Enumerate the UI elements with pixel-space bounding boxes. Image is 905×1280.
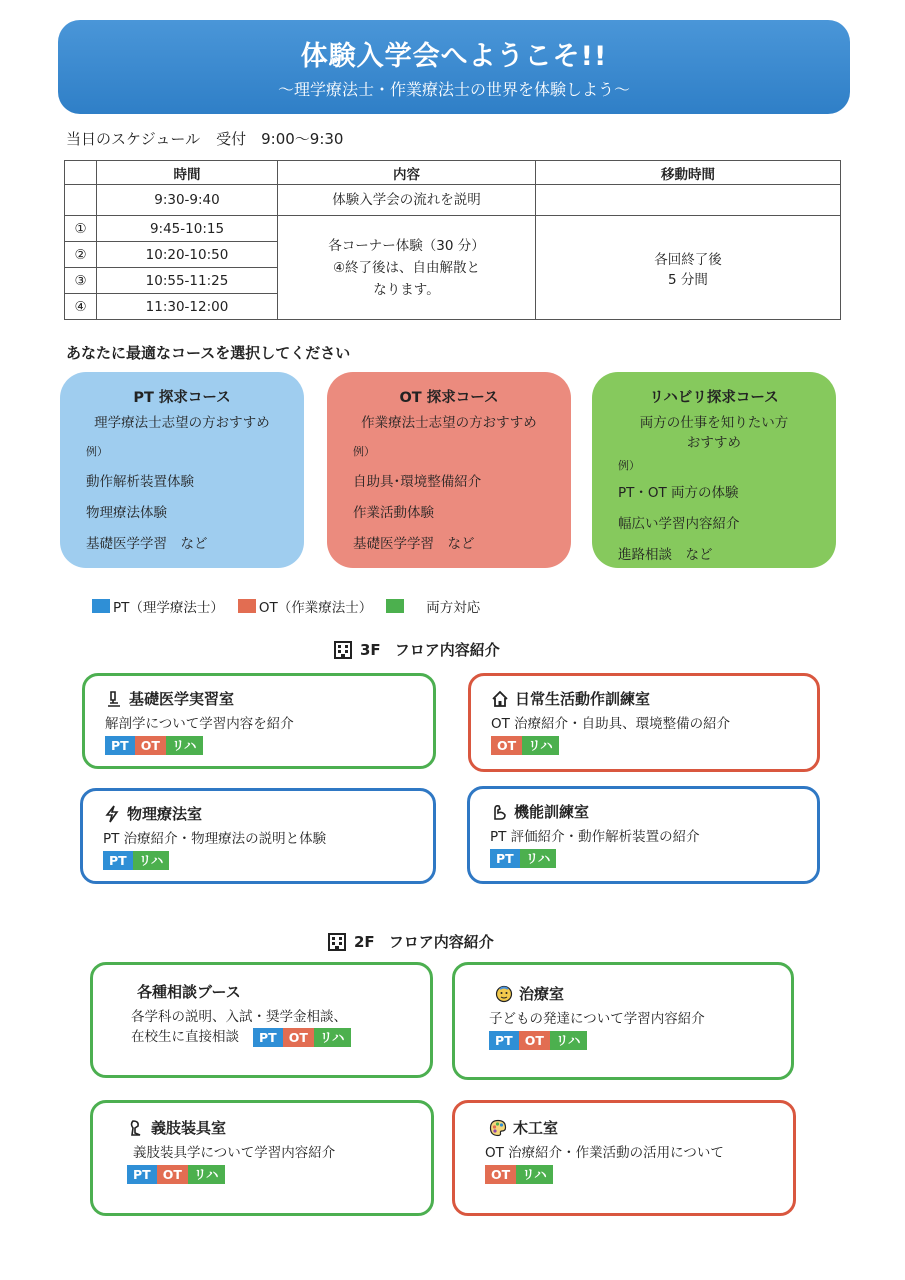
legend-label-ot: OT（作業療法士） xyxy=(258,600,373,616)
tag-rehab: リハ xyxy=(133,851,170,870)
tag-ot: OT xyxy=(491,736,522,755)
floor-name: 2F xyxy=(354,932,375,951)
header-content: 内容 xyxy=(278,161,536,185)
tag-rehab: リハ xyxy=(516,1165,553,1184)
corner-line: なります。 xyxy=(373,281,440,298)
tag-pt: PT xyxy=(253,1028,283,1047)
room-desc: 義肢装具学について学習内容紹介 xyxy=(133,1145,336,1161)
room-tags xyxy=(105,736,203,755)
tag-ot: OT xyxy=(519,1031,550,1050)
room-tags xyxy=(127,1165,225,1184)
room-title xyxy=(127,1117,411,1138)
room-card-consult xyxy=(90,962,433,1078)
list-item: PT・OT 両方の体験 xyxy=(618,485,739,501)
room-tags xyxy=(490,849,556,868)
header-time: 時間 xyxy=(97,161,278,185)
course-title: PT 探求コース xyxy=(133,390,231,406)
header-move: 移動時間 xyxy=(536,161,841,185)
room-title-text: 義肢装具室 xyxy=(151,1119,227,1137)
course-items xyxy=(86,470,288,552)
room-card-physio xyxy=(80,788,436,884)
room-desc: 解剖学について学習内容を紹介 xyxy=(105,716,294,732)
courses-heading: あなたに最適なコースを選択してください xyxy=(66,344,351,362)
room-tags xyxy=(485,1165,553,1184)
room-desc-line: 各学科の説明、入試・奨学金相談、 xyxy=(131,1009,347,1025)
row-content: 体験入学会の流れを説明 xyxy=(278,185,536,216)
room-title-text: 治療室 xyxy=(519,985,565,1003)
row-num: ① xyxy=(65,216,97,242)
reception-time: 受付 9:00〜9:30 xyxy=(216,130,344,148)
floor-label: フロア内容紹介 xyxy=(388,933,494,951)
floor-label: フロア内容紹介 xyxy=(394,641,500,659)
room-tags xyxy=(489,1031,587,1050)
tag-pt: PT xyxy=(105,736,135,755)
palette-icon xyxy=(489,1119,507,1137)
header-num xyxy=(65,161,97,185)
room-title-text: 物理療法室 xyxy=(127,805,203,823)
muscle-icon xyxy=(490,803,508,821)
row-time: 10:20-10:50 xyxy=(97,242,278,268)
tag-ot: OT xyxy=(135,736,166,755)
tag-ot: OT xyxy=(283,1028,314,1047)
tag-rehab: リハ xyxy=(166,736,203,755)
tag-rehab: リハ xyxy=(520,849,557,868)
room-card-anatomy xyxy=(82,673,436,769)
page-subtitle: 〜理学療法士・作業療法士の世界を体験しよう〜 xyxy=(277,80,630,99)
row-num: ④ xyxy=(65,294,97,320)
room-title xyxy=(103,803,413,824)
page-title: 体験入学会へようこそ!! xyxy=(300,41,608,72)
row-num xyxy=(65,185,97,216)
schedule-heading xyxy=(66,128,343,149)
tag-pt: PT xyxy=(103,851,133,870)
room-title-text: 機能訓練室 xyxy=(514,803,590,821)
table-row xyxy=(65,185,841,216)
room-tags xyxy=(253,1028,351,1047)
course-items xyxy=(353,470,555,552)
room-desc-line-with-tags xyxy=(131,1027,410,1047)
course-desc-line: 両方の仕事を知りたい方 xyxy=(639,415,789,431)
move-time xyxy=(536,216,841,320)
tag-rehab: リハ xyxy=(314,1028,351,1047)
table-row xyxy=(65,216,841,242)
legend-label-both: 両方対応 xyxy=(426,600,481,616)
list-item: 動作解析装置体験 xyxy=(86,474,194,490)
course-card-ot xyxy=(327,372,571,568)
legend-swatch-both xyxy=(386,599,404,613)
tag-ot: OT xyxy=(485,1165,516,1184)
course-items xyxy=(618,481,820,563)
room-desc: OT 治療紹介・作業活動の活用について xyxy=(485,1145,724,1161)
course-card-pt xyxy=(60,372,304,568)
schedule-title: 当日のスケジュール xyxy=(66,130,201,148)
room-title-text: 木工室 xyxy=(513,1119,559,1137)
course-desc-line: おすすめ xyxy=(686,435,742,451)
corner-line: ④終了後は、自由解散と xyxy=(332,259,481,276)
course-desc: 理学療法士志望の方おすすめ xyxy=(94,415,270,431)
building-icon xyxy=(328,933,346,951)
row-time: 9:45-10:15 xyxy=(97,216,278,242)
legend-swatch-ot xyxy=(238,599,256,613)
prosthetic-leg-icon xyxy=(127,1119,145,1137)
room-title xyxy=(495,983,771,1004)
course-title: OT 探求コース xyxy=(399,390,499,406)
floor-heading-3f xyxy=(334,639,500,660)
list-item: 基礎医学学習 など xyxy=(353,536,475,552)
room-desc-text: 在校生に直接相談 xyxy=(131,1029,239,1045)
tag-rehab: リハ xyxy=(188,1165,225,1184)
list-item: 幅広い学習内容紹介 xyxy=(618,516,740,532)
legend-label-pt: PT（理学療法士） xyxy=(113,600,224,616)
list-item: 基礎医学学習 など xyxy=(86,536,208,552)
table-header-row xyxy=(65,161,841,185)
tag-ot: OT xyxy=(157,1165,188,1184)
list-item: 自助具･環境整備紹介 xyxy=(353,474,482,490)
house-icon xyxy=(491,690,509,708)
baby-icon xyxy=(495,985,513,1003)
legend-swatch-pt xyxy=(92,599,110,613)
room-title xyxy=(137,981,410,1002)
room-title xyxy=(489,1117,773,1138)
row-time: 10:55-11:25 xyxy=(97,268,278,294)
room-tags xyxy=(491,736,559,755)
floor-heading-2f xyxy=(328,931,494,952)
welcome-banner xyxy=(58,20,850,114)
room-desc: PT 治療紹介・物理療法の説明と体験 xyxy=(103,831,327,847)
room-desc: 子どもの発達について学習内容紹介 xyxy=(489,1011,705,1027)
floor-name: 3F xyxy=(360,640,381,659)
room-card-function xyxy=(467,786,820,884)
move-line: 各回終了後 xyxy=(654,251,722,268)
room-desc xyxy=(131,1007,410,1047)
room-card-prosthetic xyxy=(90,1100,434,1216)
corner-line: 各コーナー体験（30 分） xyxy=(328,237,485,254)
schedule-table xyxy=(64,160,841,320)
row-num: ② xyxy=(65,242,97,268)
room-title xyxy=(491,688,797,709)
room-title xyxy=(490,801,797,822)
course-example-label: 例） xyxy=(353,445,375,458)
row-time: 9:30-9:40 xyxy=(97,185,278,216)
course-title: リハビリ探求コース xyxy=(649,390,779,406)
room-card-woodwork xyxy=(452,1100,796,1216)
building-icon xyxy=(334,641,352,659)
room-title-text: 日常生活動作訓練室 xyxy=(515,690,651,708)
tag-pt: PT xyxy=(127,1165,157,1184)
corner-content xyxy=(278,216,536,320)
list-item: 作業活動体験 xyxy=(353,505,434,521)
course-desc: 作業療法士志望の方おすすめ xyxy=(361,415,537,431)
move-line: 5 分間 xyxy=(668,271,708,288)
tag-pt: PT xyxy=(490,849,520,868)
room-title-text: 基礎医学実習室 xyxy=(129,690,235,708)
room-desc: PT 評価紹介・動作解析装置の紹介 xyxy=(490,829,700,845)
room-card-therapy xyxy=(452,962,794,1080)
row-move xyxy=(536,185,841,216)
course-desc xyxy=(608,413,820,453)
room-title-text: 各種相談ブース xyxy=(137,983,241,1001)
course-example-label: 例） xyxy=(86,445,108,458)
room-desc: OT 治療紹介・自助具、環境整備の紹介 xyxy=(491,716,731,732)
row-time: 11:30-12:00 xyxy=(97,294,278,320)
color-legend xyxy=(92,596,494,616)
course-example-label: 例） xyxy=(618,459,640,472)
tag-rehab: リハ xyxy=(522,736,559,755)
lightning-icon xyxy=(103,805,121,823)
list-item: 物理療法体験 xyxy=(86,505,167,521)
tag-rehab: リハ xyxy=(550,1031,587,1050)
course-card-rehab xyxy=(592,372,836,568)
room-title xyxy=(105,688,413,709)
list-item: 進路相談 など xyxy=(618,547,713,563)
tag-pt: PT xyxy=(489,1031,519,1050)
row-num: ③ xyxy=(65,268,97,294)
microscope-icon xyxy=(105,690,123,708)
room-tags xyxy=(103,851,169,870)
room-card-daily-living xyxy=(468,673,820,772)
